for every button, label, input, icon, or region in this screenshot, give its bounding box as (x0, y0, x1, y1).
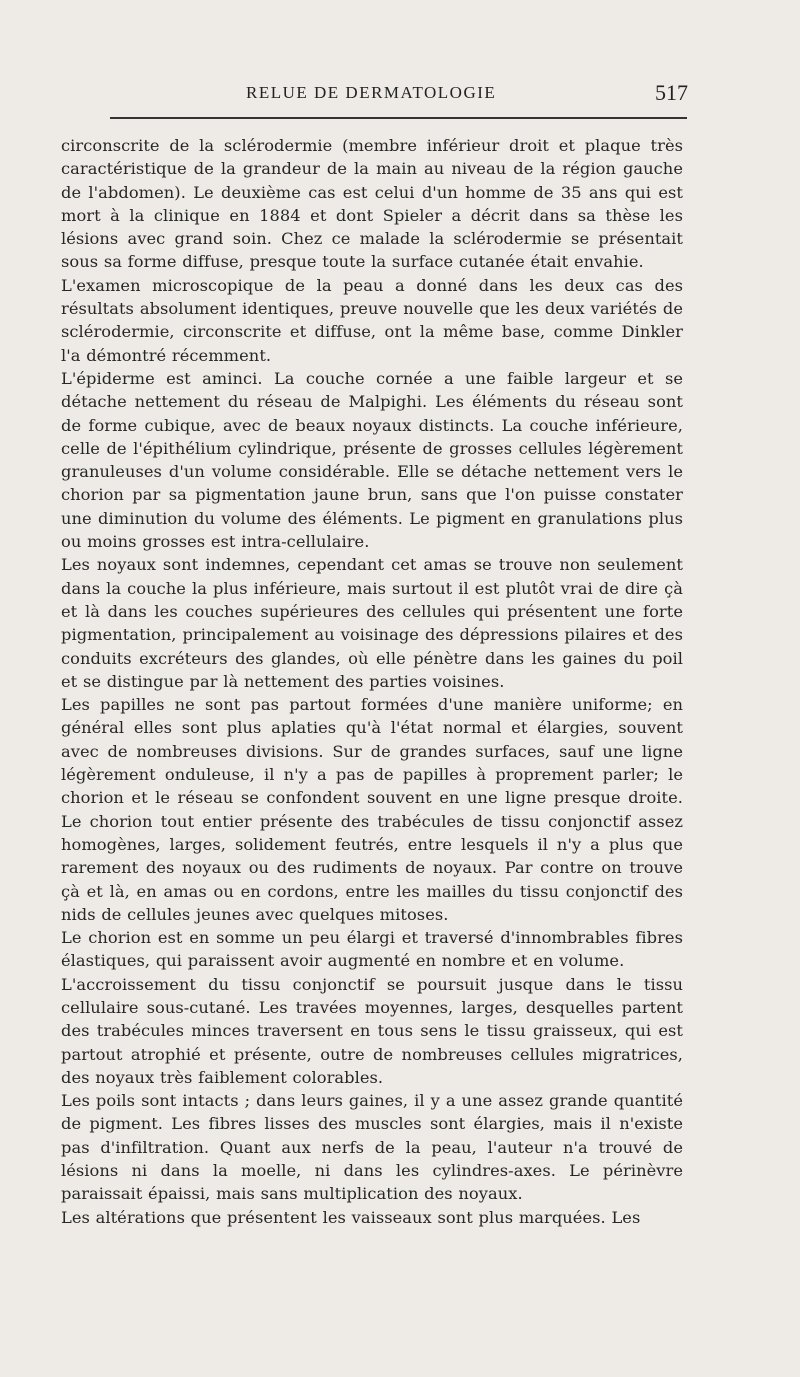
paragraph: L'accroissement du tissu conjonctif se poursuit jusque dans le tissu cellulaire sous-cutané. Les travées moyennes, larges, desquelles partent des trabécules minces traversent en tous sens le tissu graisseux, qui est partout atrophié et présente, outre de nombreuses cellules migratrices, des noyaux très faiblement colorables. (61, 974, 683, 1087)
running-title: RELUE DE DERMATOLOGIE (246, 83, 497, 102)
paragraph: Les noyaux sont indemnes, cependant cet amas se trouve non seulement dans la couche la plus inférieure, mais surtout il est plutôt vrai de dire çà et là dans les couches supérieures des cellules qui présentent une forte pigmentation, principalement au voisinage des dépressions pilaires et des conduits excréteurs des glandes, où elle pénètre dans les gaines du poil et se distingue par là nettement des parties voisines. (61, 555, 683, 691)
page-number: 517 (655, 80, 688, 105)
page-header (60, 80, 688, 112)
paragraph: Les papilles ne sont pas partout formées d'une manière uniforme; en général elles sont plus aplaties qu'à l'état normal et élargies, souvent avec de nombreuses divisions. Sur de grandes surfaces, sauf une ligne légèrement onduleuse, il n'y a pas de papilles à proprement parler; le chorion et le réseau se confondent souvent en une ligne presque droite. Le chorion tout entier présente des trabécules de tissu conjonctif assez homogènes, larges, solidement feutrés, entre lesquels il n'y a plus que rarement des noyaux ou des rudiments de noyaux. Par contre on trouve çà et là, en amas ou en cordons, entre les mailles du tissu conjonctif des nids de cellules jeunes avec quelques mitoses. (61, 695, 683, 924)
paragraph: Les poils sont intacts ; dans leurs gaines, il y a une assez grande quantité de pigment. Les fibres lisses des muscles sont élargies, mais il n'existe pas d'infiltration. Quant aux nerfs de la peau, l'auteur n'a trouvé de lésions ni dans la moelle, ni dans les cylindres-axes. Le périnèvre paraissait épaissi, mais sans multiplication des noyaux. (61, 1091, 683, 1204)
paragraph: circonscrite de la sclérodermie (membre inférieur droit et plaque très caractéristique de la grandeur de la main au niveau de la région gauche de l'abdomen). Le deuxième cas est celui d'un homme de 35 ans qui est mort à la clinique en 1884 et dont Spieler a décrit dans sa thèse les lésions avec grand soin. Chez ce malade la sclérodermie se présentait sous sa forme diffuse, presque toute la surface cutanée était envahie. (61, 136, 683, 272)
paragraph: L'épiderme est aminci. La couche cornée a une faible largeur et se détache nettement du réseau de Malpighi. Les éléments du réseau sont de forme cubique, avec de beaux noyaux distincts. La couche inférieure, celle de l'épithélium cylindrique, présente de grosses cellules légèrement granuleuses d'un volume considérable. Elle se détache nettement vers le chorion par sa pigmentation jaune brun, sans que l'on puisse constater une diminution du volume des éléments. Le pigment en granulations plus ou moins grosses est intra-cellulaire. (61, 368, 683, 552)
paragraph: Les altérations que présentent les vaisseaux sont plus marquées. Les (61, 1207, 641, 1227)
paragraph: L'examen microscopique de la peau a donné dans les deux cas des résultats absolument identiques, preuve nouvelle que les deux variétés de sclérodermie, circonscrite et diffuse, ont la même base, comme Dinkler l'a démontré récemment. (61, 275, 683, 365)
paragraph: Le chorion est en somme un peu élargi et traversé d'innombrables fibres élastiques, qui paraissent avoir augmenté en nombre et en volume. (61, 928, 683, 971)
header-rule (110, 117, 687, 119)
body-text (61, 134, 683, 1229)
